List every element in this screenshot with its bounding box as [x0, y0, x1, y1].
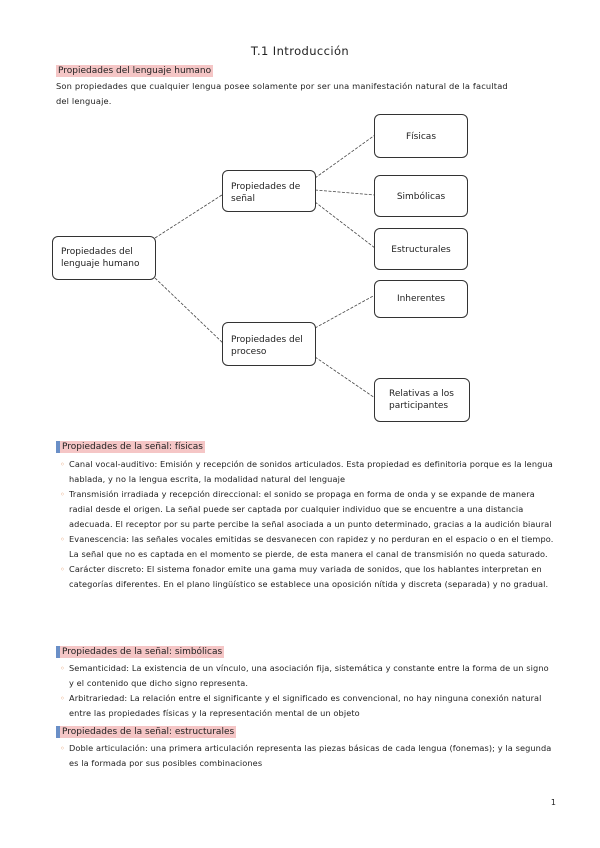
page-title: T.1 Introducción — [250, 44, 350, 58]
list-item: ◦ Transmisión irradiada y recepción direccional: el sonido se propaga en forma de onda y se expande de manera radial desde el origen. La señal puede ser captada por cualquier individuo que se encuentre a una distancia adecuada. El receptor por su parte percibe la señal asociada a un punto determinado, gracias a la audición biaural — [60, 487, 556, 532]
node-propiedades-lenguaje-humano — [52, 236, 156, 280]
node-simbolicas-label: Simbólicas — [396, 192, 446, 202]
node-process-line-2: proceso — [231, 347, 267, 357]
node-root-line-1: Propiedades del — [61, 247, 133, 257]
node-propiedades-proceso — [222, 322, 316, 366]
estructurales-list — [60, 741, 556, 771]
node-fisicas-label: Físicas — [405, 132, 437, 142]
section-heading-estructurales: Propiedades de la señal: estructurales — [56, 726, 236, 738]
list-item: ◦ Evanescencia: las señales vocales emitidas se desvanecen con rapidez y no perduran en el espacio o en el tiempo. La señal que no es captada en el momento se pierde, de esta manera el canal de transmisión no queda saturado. — [60, 532, 556, 562]
node-fisicas — [374, 114, 468, 158]
page-number: 1 — [550, 798, 556, 807]
list-item: ◦ Canal vocal-auditivo: Emisión y recepción de sonidos articulados. Esta propiedad es definitoria porque es la lengua hablada, y no la lengua escrita, la modalidad natural del lenguaje — [60, 457, 556, 487]
section-heading-lenguaje-humano: Propiedades del lenguaje humano — [58, 66, 212, 76]
intro-line-1: Son propiedades que cualquier lengua posee solamente por ser una manifestación natural de la facultad — [56, 81, 508, 91]
node-relativas-participantes — [374, 378, 470, 422]
node-propiedades-senal — [222, 170, 316, 212]
node-relativas-line-2: participantes — [389, 401, 449, 411]
list-item: ◦ Arbitrariedad: La relación entre el significante y el significado es convencional, no hay ninguna conexión natural entre las propiedades físicas y la representación mental de un objeto — [60, 691, 556, 721]
node-inherentes-label: Inherentes — [396, 294, 446, 304]
node-signal-line-1: Propiedades de — [231, 182, 301, 192]
node-signal-line-2: señal — [231, 194, 255, 204]
list-item: ◦ Carácter discreto: El sistema fonador emite una gama muy variada de sonidos, que los hablantes interpretan en categorías diferentes. En el plano lingüístico se establece una oposición nítida y discreta (separada) y no gradual. — [60, 562, 556, 592]
fisicas-list — [60, 457, 556, 592]
node-relativas-line-1: Relativas a los — [389, 389, 454, 399]
simbolicas-list — [60, 661, 556, 721]
node-process-line-1: Propiedades del — [231, 335, 303, 345]
node-estructurales — [374, 228, 468, 270]
list-item: ◦ Semanticidad: La existencia de un vínculo, una asociación fija, sistemática y constante entre la forma de un signo y el contenido que dicho signo representa. — [60, 661, 556, 691]
node-estructurales-label: Estructurales — [391, 245, 451, 255]
node-inherentes — [374, 280, 468, 318]
section-heading-simbolicas: Propiedades de la señal: simbólicas — [56, 646, 224, 658]
intro-line-2: del lenguaje. — [56, 96, 112, 106]
list-item: ◦ Doble articulación: una primera articulación representa las piezas básicas de cada lengua (fonemas); y la segunda es la formada por sus posibles combinaciones — [60, 741, 556, 771]
node-root-line-2: lenguaje humano — [61, 259, 140, 269]
node-simbolicas — [374, 175, 468, 217]
section-heading-fisicas: Propiedades de la señal: físicas — [56, 441, 205, 453]
